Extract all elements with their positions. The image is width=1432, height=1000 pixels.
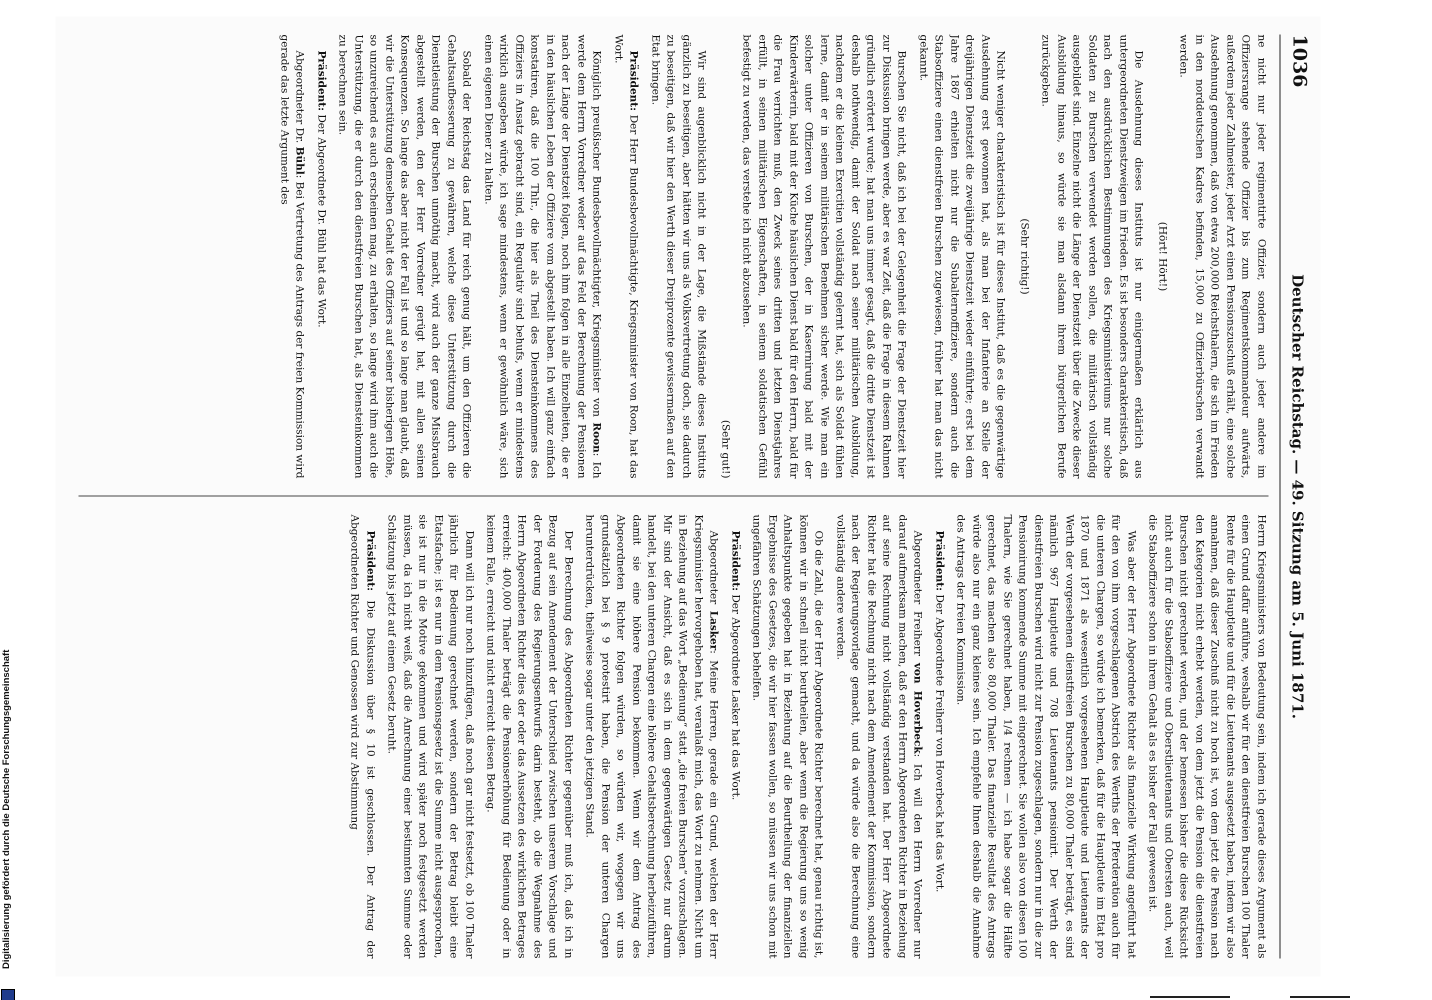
text-paragraph: Was aber der Herr Abgeordnete Richter als finanzielle Wirkung angeführt hat für den von ihm vorgeschlagenen Abstrich des Werths der Pferderation auch für die unteren Chargen, so würde ich bemerken, daß für die Hauptleute im Etat pro 1870 und 1871 als wesentlich vorgesehenen Hauptleute und Lieutenants der Werth der vorgesehenen dienstfreien Burschen zu 80,000 Thaler beträgt, es sind nämlich 967 Hauptleute und 708 Lieutenants pensionirt. Der Werth der dienstfreien Burschen wird nicht zur Pension zugeschlagen, sondern nur in die zur Pensionirung kommende Summe mit eingerechnet. Sie wollen also von diesen 100 Thalern, wie Sie gerechnet haben, 1/4 rechnen — ich habe sogar die Hälfte gerechnet, das machen also 80,000 Thaler. Das finanzielle Resultat des Antrags würde also nur ein ganz kleines sein. Ich empfehle Ihnen deshalb die Annahme des Antrags der freien Kommission. [955,514,1138,959]
text-paragraph: Burschen Sie nicht, daß ich bei der Gelegenheit die Frage der Dienstzeit hier zur Diskussion bringen werde, aber es war Zeit, daß die Frage in diesem Rahmen gründlich erörtert wurde; hat man uns immer gesagt, daß die dritte Dienstzeit ist deshalb nothwendig, damit der Soldat nach seiner militärischen Ausbildung, nachdem er die kleinen Exercitien vollständig gelernt hat, sich als Soldat fühlen lerne, damit er in seinem militärischen Benehmen sicher werde. Wie man ein solcher unter Offizieren von Burschen, der in Kasernirung bald mit der Kinderwärterin, bald mit der Küche häuslichen Dienst bald für den Herrn, bald für die Frau verrichten muß, den Zweck seines dritten und letzten Dienstjahres erfüllt, in seinen militärischen Eigenschaften, in seinem soldatischen Gefühl befestigt zu werden, das verstehe ich nicht abzusehen. [741,34,908,479]
text-paragraph: Dann will ich nur noch hinzufügen, daß noch gar nicht festsetzt, ob 100 Thaler jährlich für Bedienung gerechnet werden, sondern der Betrag bleibt eine Etatsfache; ist es nur in dem Pensionsgesetz ist die Summe nicht ausgesprochen, sie ist nur in die Motive gekommen und wird später noch festgesetzt werden müssen, da ich nicht weiß, daß die Anrechnung einer bestimmten Summe oder Schätzung bis jetzt auf einem Gesetz beruht. [386,514,476,959]
speaker-name: Präsident: [315,50,328,112]
speaker-name: Bühl [294,146,306,175]
speaker-name: Präsident: [628,50,640,112]
text-paragraph: Sobald der Reichstag das Land für reich genug hält, um den Offizieren die Gehaltsaufbesserung zu gewähren, welche diese Unterstützung durch die Dienstleistung der Burschen unnöthig macht, wird auch der ganze Missbrauch abgestellt werden, den der Herr Vorredner gerügt hat, mit allen seinen Konsequenzen. So lange das aber nicht der Fall ist und so lange man glaubt, daß wir die Unterstützung demselben Gehalt des Offiziers auf seiner bisherigen Höhe, so unzureichend es auch erscheinen mag, zu erhalten, so lange wird ihm auch die Unterstützung, die er durch den dienstfreien Burschen hat, als Diensteinkommen zu berechnen sein. [337,34,473,479]
left-column [79,35,1269,479]
speaker-name: Roon [591,422,603,453]
text-paragraph: Präsident: Die Diskussion über § 10 ist geschlossen. Der Antrag der Abgeordneten Richter und Genossen wird zur Abstimmung [349,514,377,959]
text-paragraph: Nicht weniger charakteristisch ist für dieses Institut, daß es die gegenwärtige Ausdehnung erst gewonnen hat, als man bei der Infanterie an Stelle der dreijährigen Dienstzeit die zweijährige Dienstzeit wieder einführte; erst bei dem Jahre 1867 erhielten nicht nur die Subalternoffiziere, sondern auch die Stabsoffiziere einen dienstfreien Burschen zugewiesen, früher hat man das nicht gekannt. [917,34,1007,479]
right-column [79,515,1269,959]
interjection: (Hört! Hört!) [1156,221,1169,292]
dfg-logo-icon [1,989,15,1000]
page-header [1280,34,1311,959]
column-divider [79,496,1269,497]
text-paragraph: Königlich preußischer Bundesbevollmächtigter, Kriegsminister von Roon: Ich werde dem Herrn Vorredner weder auf das Feld der Berechnung der Pensionen nach der Länge der Dienstzeit folgen, noch ihm folgen in alle Einzelheiten, die er in den häuslichen Leben der Offiziere vom abgestellt haben. Ich will ganz einfach konstatiren, daß die 100 Thlr., die hier als Theil des Diensteinkommens des Offiziers in Ansatz gebracht sind, ein Regulativ sind behufs, wenn er mindestens wirklich ausgeben würde, ich sage mindestens, wenn er gewöhnlich wäre, sich einen eigenen Diener zu halten. [482,34,603,479]
page-number: 1036 [1288,34,1311,88]
speaker-name: Präsident: [364,530,377,592]
text-paragraph: Präsident: Der Abgeordnete Lasker hat das Wort. [729,530,742,801]
text-paragraph: Herrn Kriegsministers von Bedeutung sein, indem ich gerade dieses Argument als einen Grund dafür anführe, weshalb wir für den dienstfreien Burschen 100 Thaler Rente für die Hauptleute und für die Lieutenants ausgesetzt haben, indem wir also annahmen, daß dieser Zuschuß nicht zu hoch ist, von dem jetzt die Pension nach den Kategorien nicht erhebt werden, von dem jetzt die Pension die dienstfreien Burschen nicht gerechnet werden, und der bemessen bisher die diese Rücksicht nicht auch für die Stabsoffiziere und Oberstlieutenants und Obersten auch, weil die Stabsoffiziere schon in ihrem Gehalt als es bisher der Fall gewesen ist. [1147,514,1268,959]
digitization-credit: Digitalisierung gefördert durch die Deutsche Forschungsgemeinschaft [1,649,12,969]
scan-edge-mark [1150,996,1230,998]
speaker-name: Präsident: [933,530,946,592]
speaker-name: Präsident: [729,530,742,592]
running-title: Deutscher Reichstag. — 49. Sitzung am 5. Juni 1871. [1288,274,1307,719]
text-paragraph: Präsident: Der Abgeordnete Dr. Bühl hat das Wort. [315,50,328,328]
text-paragraph: Präsident: Der Herr Bundesbevollmächtigte, Kriegsminister von Roon, hat das Wort. [612,34,640,479]
text-paragraph: Abgeordneter Dr. Bühl: Bei Vertretung des Antrags der freien Kommission wird gerade das letzte Argument des [278,34,306,479]
text-paragraph: Präsident: Der Abgeordnete Freiherr von Hoverbeck hat das Wort. [933,530,946,893]
speaker-name: von Hoverbeck [912,662,924,754]
text-paragraph: Ob die Zahl, die der Herr Abgeordnete Richter berechnet hat, genau richtig ist, können wir in schnell nicht beurtheilen, aber wenn die Regierung uns so wenig Anhaltspunkte gegeben hat in Beziehung auf die Beurtheilung der finanziellen Ergebnisse des Gesetzes, die wir hier fassen wollen, so müssen wir uns schon mit ungefähren Schätzungen behelfen. [751,514,825,959]
speaker-name: Lasker [708,610,720,651]
text-paragraph: ne nicht nur jeder regimentirte Offizier, sondern auch jeder andere im Offiziersrange stehende Offizier bis zum Regimentskommandeur aufwärts, außerdem jeder Zahlmeister, jeder Arzt einen Pensionszuschuß erhält, eine solche Ausdehnung genommen, daß von etwa 200,000 Reichsthalern, die sich im Frieden in den norddeutschen Kadres befinden, 15,000 zu Offizierbürschen verwandt werden. [1178,34,1268,479]
text-paragraph: Der Berechnung des Abgeordneten Richter gegenüber muß ich, daß ich in Bezug auf sein Amendement der Unterschied zwischen unserem Vorschlage und der Forderung des Regierungsentwurfs darin besteht, ob die Wegnahme des Herrn Abgeordneten Richter dies der oder das Aussetzen des wirklichen Betrages erreicht: 400,000 Thaler beträgt die Pensionserhöhung für Bedienung oder in keinem Falle, erreicht und nicht erreicht diesen Betrag. [485,514,575,959]
text-paragraph: Abgeordneter Lasker: Meine Herren, gerade ein Grund, welchen der Herr Kriegsminister hervorgehoben hat, veranlaßt mich, das Wort zu nehmen. Nicht um in Beziehung auf das Wort „Bedienung“ statt „die freien Burschen“ vorzuschlagen. Mir sind der Ansicht, daß es sich in dem gegenwärtigen Gesetz nur darum handelt, bei den unteren Chargen eine höhere Gehaltsberechnung herbeizuführen, damit sie eine höhere Pension bekommen. Wenn wir dem Antrag des Abgeordneten Richter folgen würden, so würden wir, wogegen wir uns grundsätzlich bei § 9 protestirt haben, die Pension der unteren Chargen herunterdrücken, theilweise sogar unter den jetzigen Stand. [584,514,720,959]
interjection: (Sehr gut!) [719,419,732,479]
text-paragraph: Die Ausdehnung dieses Instituts ist nur einigermaßen erklärlich aus untergeordneten Dienstzweigen im Frieden. Es ist besonders charakteristisch, daß nach den ausdrücklichen Bestimmungen des Kriegsministeriums nur solche Soldaten zu Burschen verwendet werden sollen, die militärisch vollständig ausgebildet sind. Einzelne nicht die Länge der Dienstzeit über die Zwecke dieser Ausbildung hinaus, so würde sie man alsdann ihrem bürgerlichen Berufe zurückgeben. [1040,34,1145,479]
text-paragraph: Wir sind augenblicklich nicht in der Lage, die Mißstände dieses Instituts gänzlich zu beseitigen, aber hätten wir uns als Volksvertretung doch, sie dadurch zu beseitigen, daß wir hier den Werth dieser Dreiprozente gewissermaßen auf den Etat bringen. [649,34,708,479]
text-paragraph: Abgeordneter Freiherr von Hoverbeck: Ich will den Herrn Vorredner nur darauf aufmerksam machen, daß er den Herrn Abgeordneten Richter in Beziehung auf seine Rechnung nicht vollständig verstanden hat. Der Herr Abgeordnete Richter hat die Rechnung nicht nach dem Amendement der Kommission, sondern nach der Regierungsvorlage gemacht, und da würde also die Berechnung eine vollständig andere werden. [834,514,924,959]
scanned-page [56,17,1321,977]
interjection: (Sehr richtig!) [1018,218,1031,295]
scan-edge-mark [1290,996,1350,998]
